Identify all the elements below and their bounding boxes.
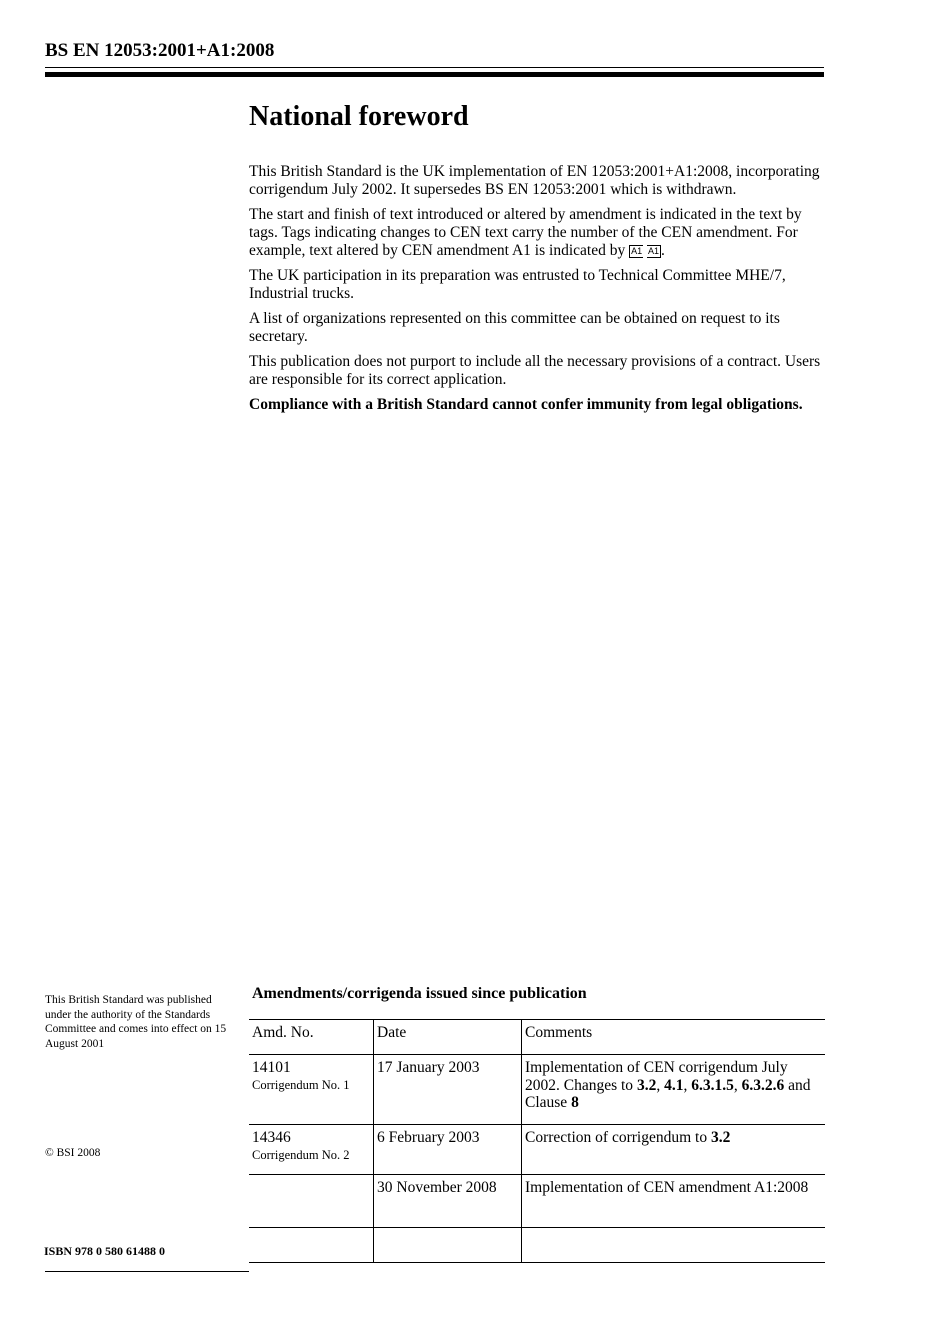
comment-cell: Implementation of CEN amendment A1:2008	[522, 1175, 826, 1228]
foreword-body	[249, 163, 827, 421]
footer-rule-left	[45, 1271, 249, 1272]
paragraph-compliance: Compliance with a British Standard cannot confer immunity from legal obligations.	[249, 396, 803, 413]
date-cell	[374, 1228, 522, 1263]
comment-text: Implementation of CEN corrigendum July 2002. Changes to	[525, 1059, 788, 1094]
amd-no: 14346	[252, 1129, 291, 1146]
comment-text: ,	[683, 1076, 692, 1094]
paragraph-tags-end: .	[660, 242, 665, 259]
paragraph-provisions: This publication does not purport to include all the necessary provisions of a contract. Users are responsible for its correct application.	[249, 353, 821, 388]
isbn: ISBN 978 0 580 61488 0	[44, 1244, 166, 1258]
paragraph-implementation: This British Standard is the UK implementation of EN 12053:2001+A1:2008, incorporating corrigendum July 2002. It supersedes BS EN 12053:2001 which is withdrawn.	[249, 163, 820, 198]
amendment-close-tag-icon: A1	[647, 246, 659, 256]
comment-cell	[522, 1125, 826, 1175]
amd-sub: Corrigendum No. 2	[252, 1147, 350, 1162]
clause-ref: 4.1	[664, 1076, 684, 1094]
amendments-heading: Amendments/corrigenda issued since publication	[252, 985, 587, 1002]
column-header-comments: Comments	[522, 1020, 826, 1055]
table-row	[249, 1125, 825, 1175]
table-row	[249, 1228, 825, 1263]
date-cell: 6 February 2003	[374, 1125, 522, 1175]
header-rule-thick	[45, 72, 824, 77]
comment-text: Correction of corrigendum to	[525, 1129, 711, 1146]
amd-sub: Corrigendum No. 1	[252, 1077, 350, 1092]
comment-text: ,	[733, 1076, 742, 1094]
amendment-open-tag-icon: A1	[631, 246, 643, 256]
comment-text: ,	[656, 1076, 665, 1094]
copyright: © BSI 2008	[45, 1147, 101, 1159]
document-id: BS EN 12053:2001+A1:2008	[45, 40, 275, 61]
header-rule-thin	[45, 67, 824, 68]
column-header-date: Date	[374, 1020, 522, 1055]
paragraph-committee: The UK participation in its preparation was entrusted to Technical Committee MHE/7, Industrial trucks.	[249, 267, 786, 302]
comment-text: and Clause	[525, 1076, 811, 1111]
table-header-row	[249, 1020, 825, 1055]
paragraph-tags-text: The start and finish of text introduced or altered by amendment is indicated in the text by tags. Tags indicating changes to CEN text carry the number of the CEN amendment. For example, text altered by CEN amendment A1 is indicated by	[249, 206, 802, 259]
clause-ref: 3.2	[710, 1129, 731, 1146]
amd-no-cell	[249, 1055, 374, 1125]
comment-cell	[522, 1228, 826, 1263]
clause-ref: 6.3.2.6	[741, 1076, 785, 1094]
paragraph-organizations: A list of organizations represented on this committee can be obtained on request to its secretary.	[249, 310, 780, 345]
date-cell: 17 January 2003	[374, 1055, 522, 1125]
amd-no-cell	[249, 1125, 374, 1175]
table-row	[249, 1055, 825, 1125]
page-title: National foreword	[249, 101, 469, 132]
clause-ref: 8	[571, 1094, 579, 1111]
date-cell: 30 November 2008	[374, 1175, 522, 1228]
amd-no-cell	[249, 1175, 374, 1228]
table-row	[249, 1175, 825, 1228]
amd-no: 14101	[252, 1059, 291, 1076]
comment-cell	[522, 1055, 826, 1125]
paragraph-tags	[249, 206, 827, 260]
amendments-table	[249, 1019, 825, 1263]
clause-ref: 3.2	[636, 1076, 657, 1094]
column-header-amd-no: Amd. No.	[249, 1020, 374, 1055]
publication-note: This British Standard was published under the authority of the Standards Committee and comes into effect on 15 August 2001	[45, 994, 227, 1050]
amd-no-cell	[249, 1228, 374, 1263]
clause-ref: 6.3.1.5	[691, 1076, 734, 1094]
